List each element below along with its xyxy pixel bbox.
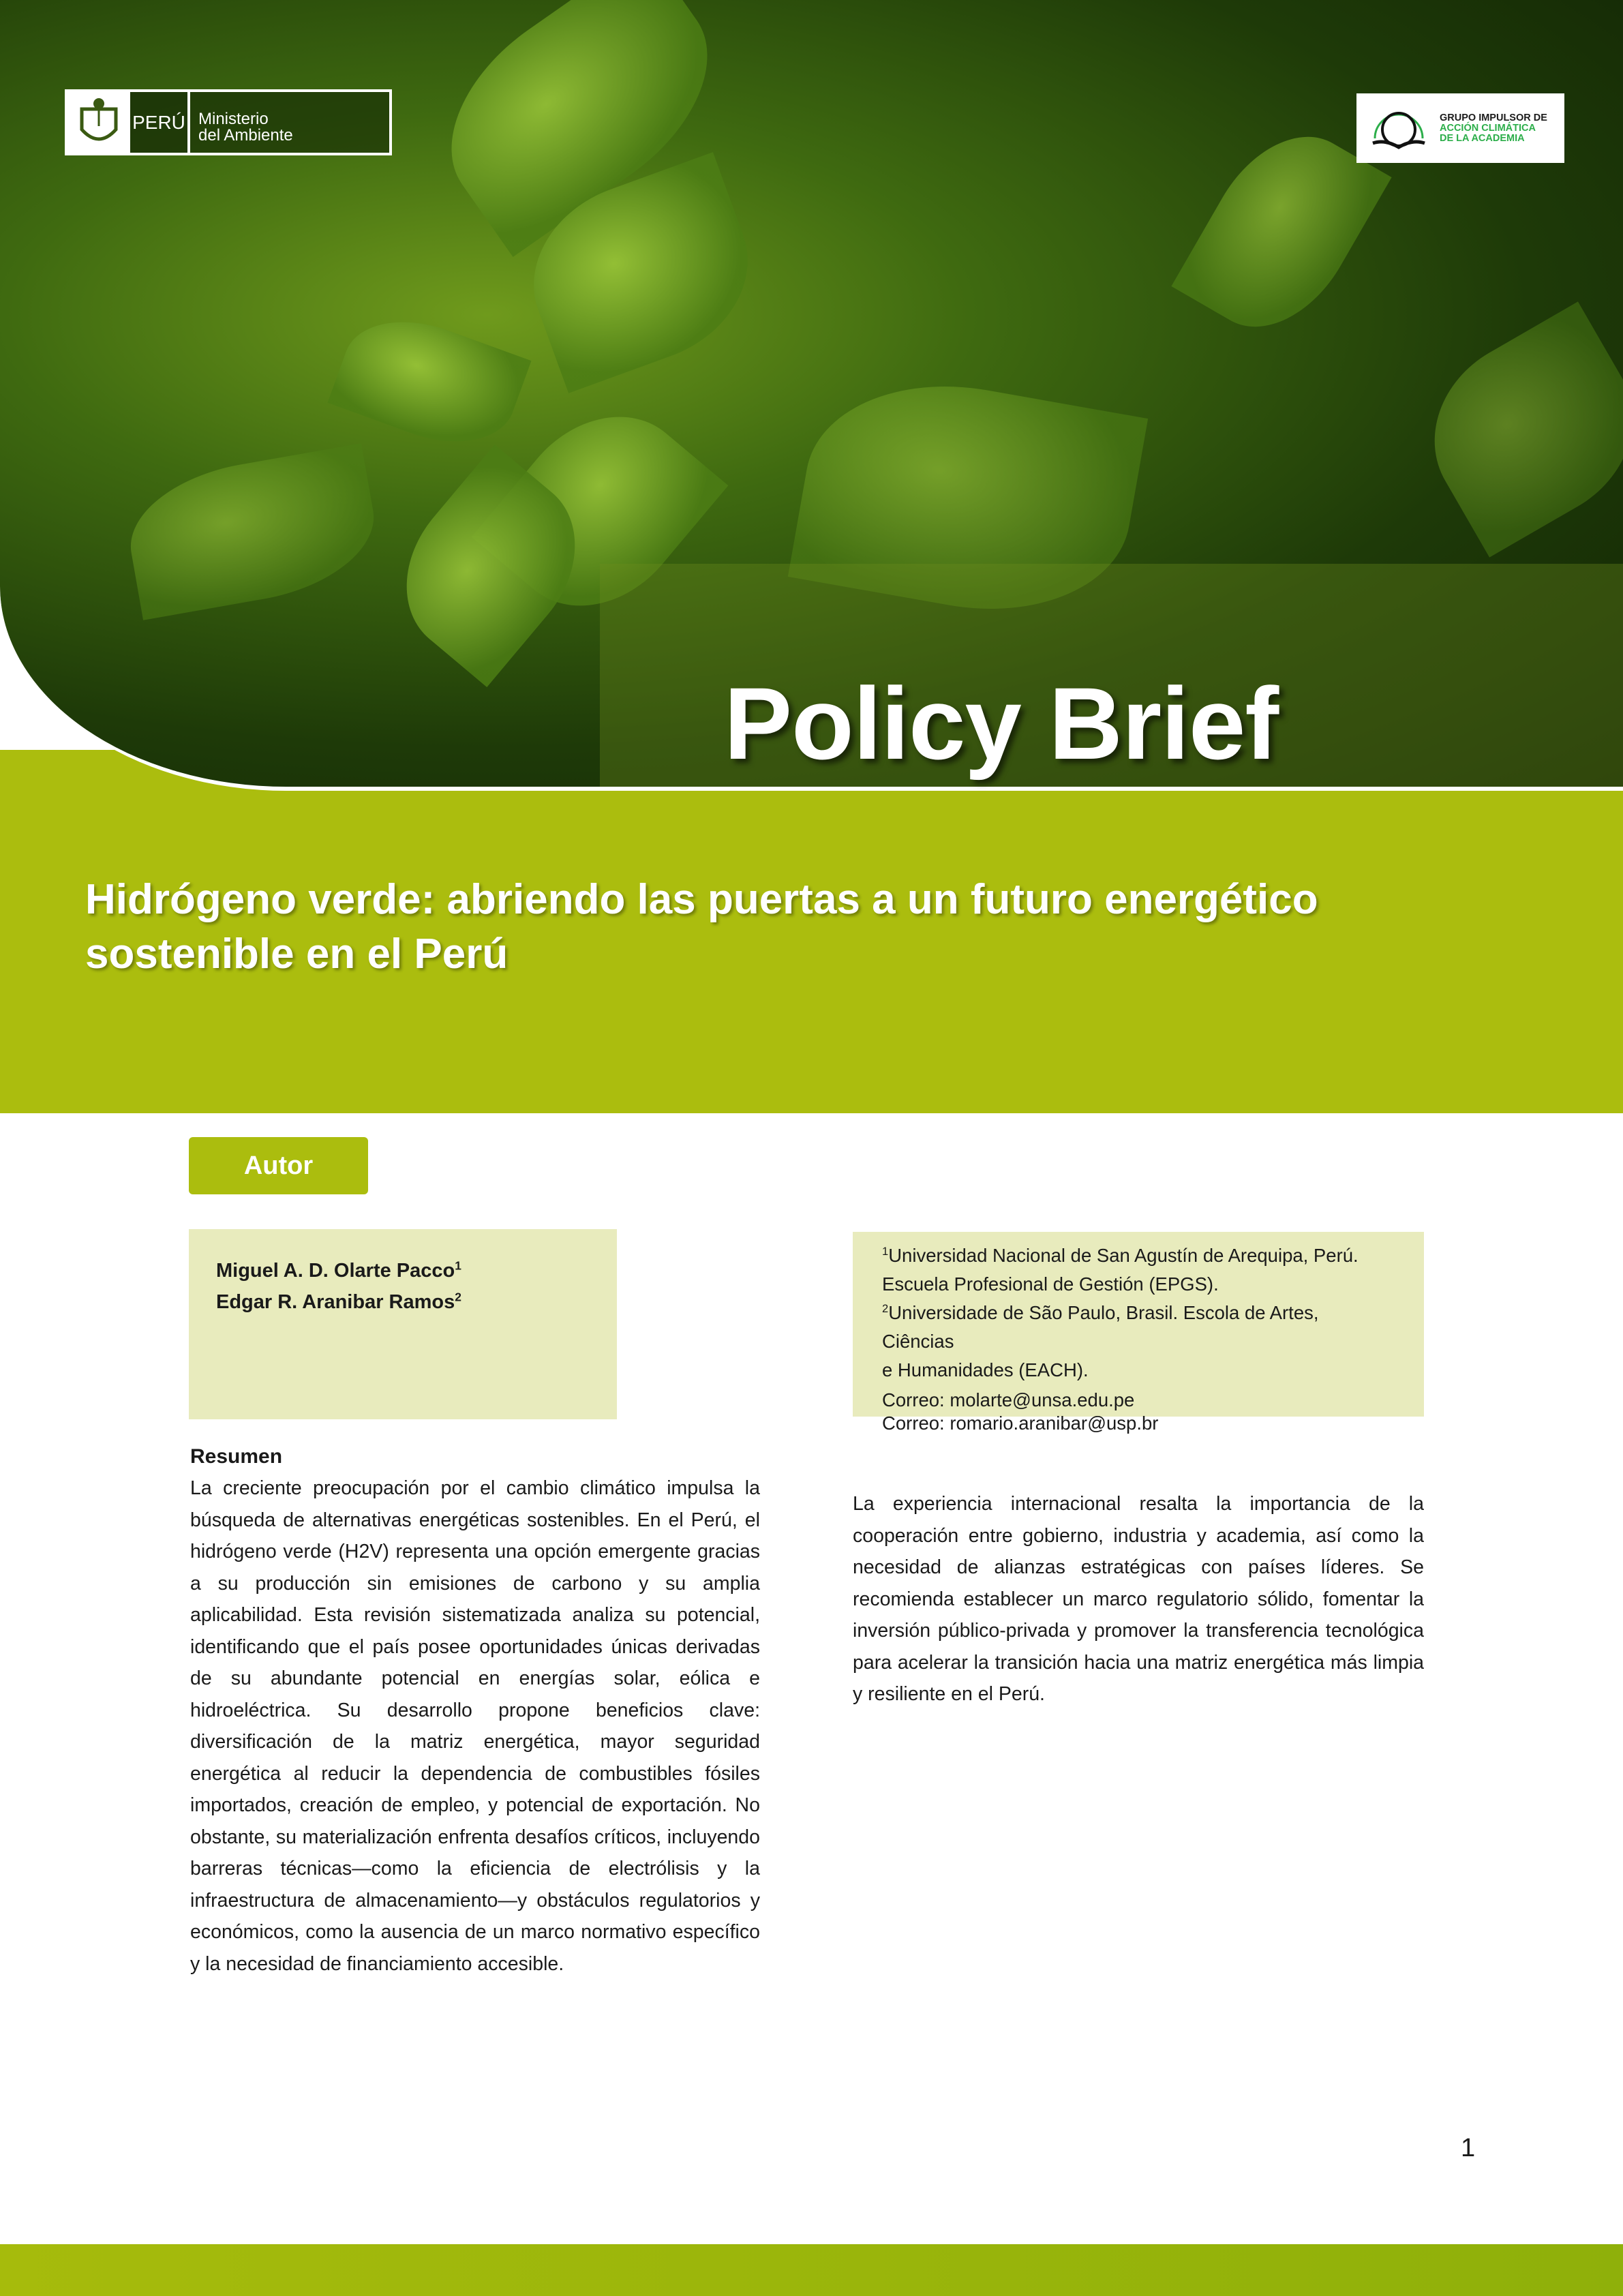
author-1: Miguel A. D. Olarte Pacco$^1$ xyxy=(216,1258,461,1282)
autor-label: Autor xyxy=(189,1137,368,1194)
policy-brief-heading: Policy Brief xyxy=(724,666,1279,781)
minam-country: PERÚ xyxy=(130,92,190,153)
ministry-line1: Ministerio xyxy=(198,110,269,128)
globe-book-icon xyxy=(1365,101,1433,155)
affiliations-box xyxy=(853,1232,1424,1434)
minam-logo xyxy=(65,89,392,155)
footer-bar xyxy=(0,2244,1623,2296)
recommendation-text: La experiencia internacional resalta la importancia de la cooperación entre gobierno, industria y academia, así como la necesidad de alianzas estratégicas con países líderes. Se recomienda establecer un marco regulatorio sólido, fomentar la inversión público-privada y promover la transferencia tecnológica para acelerar la transición hacia una matriz energética más limpia y resiliente en el Perú. xyxy=(853,1493,1424,1705)
peru-coat-of-arms-icon xyxy=(67,92,130,153)
title-line1: Hidrógeno verde: abriendo las puertas a un futuro energético xyxy=(85,876,1318,923)
grupo-impulsor-logo xyxy=(1356,93,1564,163)
email-2: Correo: romario.aranibar@usp.br xyxy=(882,1413,1159,1434)
minam-ministry xyxy=(190,92,389,153)
document-title xyxy=(85,873,1551,982)
title-line2: sostenible en el Perú xyxy=(85,931,509,978)
affiliation-1: $^1$Universidad Nacional de San Agustín de Arequipa, Perú. xyxy=(882,1245,1359,1266)
authors-box xyxy=(189,1229,617,1419)
grupo-line2: ACCIÓN CLIMÁTICA xyxy=(1440,122,1536,134)
resumen-text: La creciente preocupación por el cambio climático impulsa la búsqueda de alternativas energéticas sostenibles. En el Perú, el hidrógeno verde (H2V) representa una opción emergente gracias a su producción sin emisiones de carbono y su amplia aplicabilidad. Esta revisión sistematizada analiza su potencial, identificando que el país posee oportunidades únicas derivadas de su abundante potencial en energías solar, eólica e hidroeléctrica. Su desarrollo propone beneficios clave: diversificación de la matriz energética, mayor seguridad energética al reducir la dependencia de combustibles fósiles importados, creación de empleo, y potencial de exportación. No obstante, su materialización enfrenta desafíos críticos, incluyendo barreras técnicas—como la eficiencia de electrólisis y la infraestructura de almacenamiento—y obstáculos regulatorios y económicos, como la ausencia de un marco normativo específico y la necesidad de financiamiento accesible. xyxy=(190,1477,760,1975)
ministry-line2: del Ambiente xyxy=(198,126,293,145)
resumen-heading: Resumen xyxy=(190,1445,283,1468)
grupo-line3: DE LA ACADEMIA xyxy=(1440,132,1525,144)
affiliation-1-line2: Escuela Profesional de Gestión (EPGS). xyxy=(882,1273,1219,1295)
author-2: Edgar R. Aranibar Ramos$^2$ xyxy=(216,1290,461,1313)
page-number: 1 xyxy=(1461,2134,1476,2162)
email-1: Correo: molarte@unsa.edu.pe xyxy=(882,1389,1135,1410)
affiliation-2-line2: e Humanidades (EACH). xyxy=(882,1359,1089,1380)
affiliation-2: $^2$Universidade de São Paulo, Brasil. Escola de Artes, Ciências xyxy=(882,1302,1319,1352)
grupo-line1: GRUPO IMPULSOR DE xyxy=(1440,112,1547,123)
